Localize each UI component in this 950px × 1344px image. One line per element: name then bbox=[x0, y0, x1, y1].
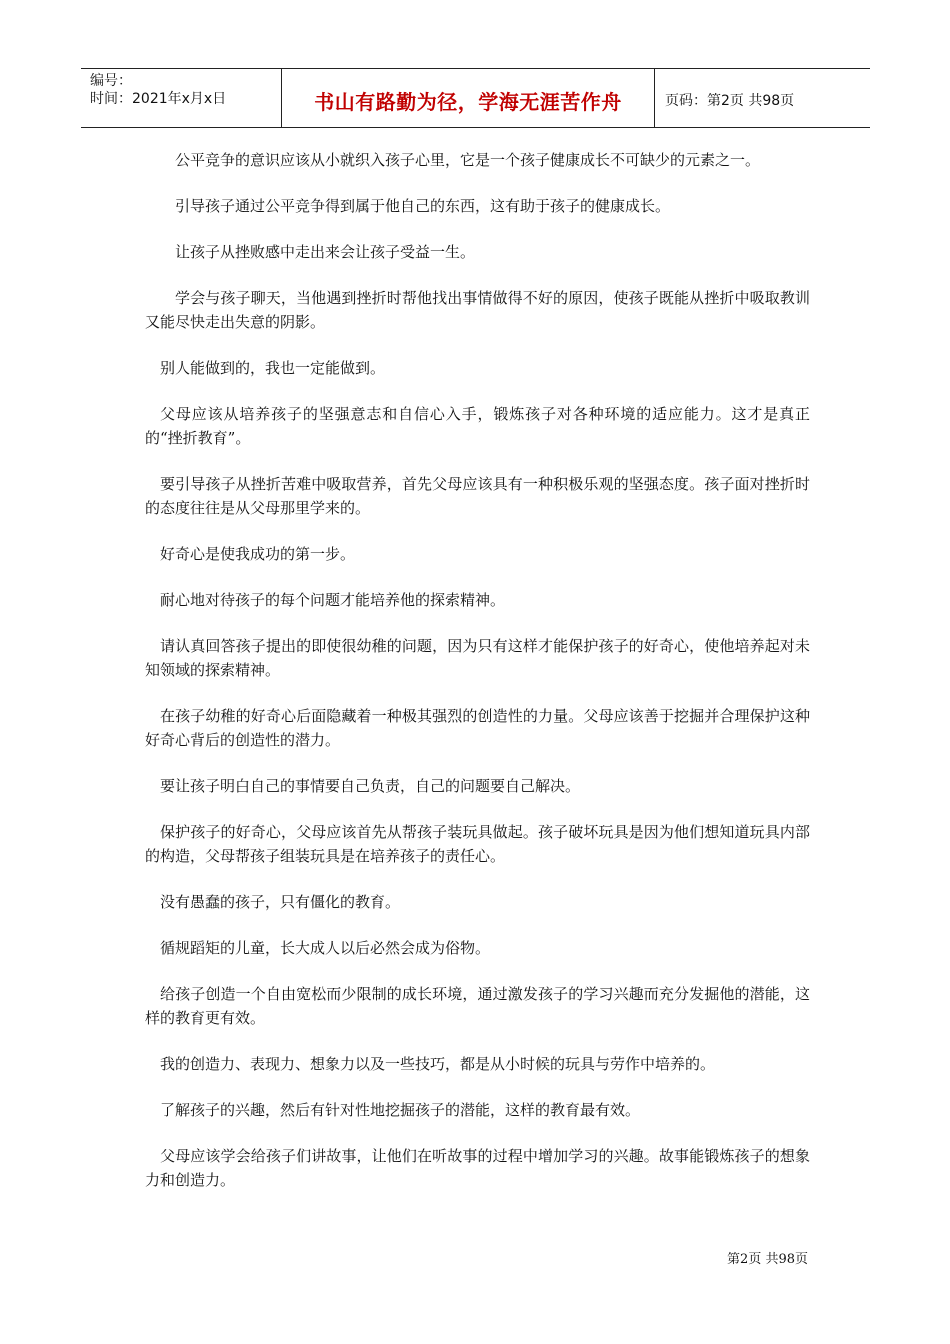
document-time-label: 时间：2021年x月x日 bbox=[90, 91, 227, 107]
paragraph: 保护孩子的好奇心，父母应该首先从帮孩子装玩具做起。孩子破坏玩具是因为他们想知道玩具内部的构造，父母帮孩子组装玩具是在培养孩子的责任心。 bbox=[145, 823, 810, 865]
paragraph: 父母应该从培养孩子的坚强意志和自信心入手，锻炼孩子对各种环境的适应能力。这才是真正的“挫折教育”。 bbox=[145, 405, 810, 447]
paragraph: 让孩子从挫败感中走出来会让孩子受益一生。 bbox=[175, 243, 476, 261]
document-body bbox=[145, 148, 810, 1214]
paragraph: 好奇心是使我成功的第一步。 bbox=[160, 545, 356, 563]
paragraph: 引导孩子通过公平竞争得到属于他自己的东西，这有助于孩子的健康成长。 bbox=[175, 197, 671, 215]
paragraph: 公平竞争的意识应该从小就织入孩子心里，它是一个孩子健康成长不可缺少的元素之一。 bbox=[175, 151, 761, 169]
paragraph: 父母应该学会给孩子们讲故事，让他们在听故事的过程中增加学习的兴趣。故事能锻炼孩子的想象力和创造力。 bbox=[145, 1147, 810, 1189]
paragraph: 别人能做到的，我也一定能做到。 bbox=[160, 359, 386, 377]
paragraph: 请认真回答孩子提出的即使很幼稚的问题，因为只有这样才能保护孩子的好奇心，使他培养起对未知领域的探索精神。 bbox=[145, 637, 810, 679]
page-footer: 第2页 共98页 bbox=[727, 1252, 808, 1267]
paragraph: 要让孩子明白自己的事情要自己负责，自己的问题要自己解决。 bbox=[160, 777, 581, 795]
header-meta bbox=[81, 69, 282, 127]
paragraph: 我的创造力、表现力、想象力以及一些技巧，都是从小时候的玩具与劳作中培养的。 bbox=[160, 1055, 716, 1073]
document-number-label: 编号： bbox=[90, 73, 132, 89]
page-header bbox=[81, 68, 870, 128]
paragraph: 循规蹈矩的儿童，长大成人以后必然会成为俗物。 bbox=[160, 939, 491, 957]
paragraph: 在孩子幼稚的好奇心后面隐藏着一种极其强烈的创造性的力量。父母应该善于挖掘并合理保护这种好奇心背后的创造性的潜力。 bbox=[145, 707, 810, 749]
paragraph: 给孩子创造一个自由宽松而少限制的成长环境，通过激发孩子的学习兴趣而充分发掘他的潜能，这样的教育更有效。 bbox=[145, 985, 810, 1027]
paragraph: 没有愚蠢的孩子，只有僵化的教育。 bbox=[160, 893, 401, 911]
paragraph: 学会与孩子聊天，当他遇到挫折时帮他找出事情做得不好的原因，使孩子既能从挫折中吸取教训又能尽快走出失意的阴影。 bbox=[145, 289, 810, 331]
paragraph: 了解孩子的兴趣，然后有针对性地挖掘孩子的潜能，这样的教育最有效。 bbox=[160, 1101, 641, 1119]
paragraph: 要引导孩子从挫折苦难中吸取营养，首先父母应该具有一种积极乐观的坚强态度。孩子面对挫折时的态度往往是从父母那里学来的。 bbox=[145, 475, 810, 517]
paragraph: 耐心地对待孩子的每个问题才能培养他的探索精神。 bbox=[160, 591, 506, 609]
header-page-info: 页码：第2页 共98页 bbox=[665, 93, 795, 109]
header-motto: 书山有路勤为径，学海无涯苦作舟 bbox=[282, 69, 655, 127]
